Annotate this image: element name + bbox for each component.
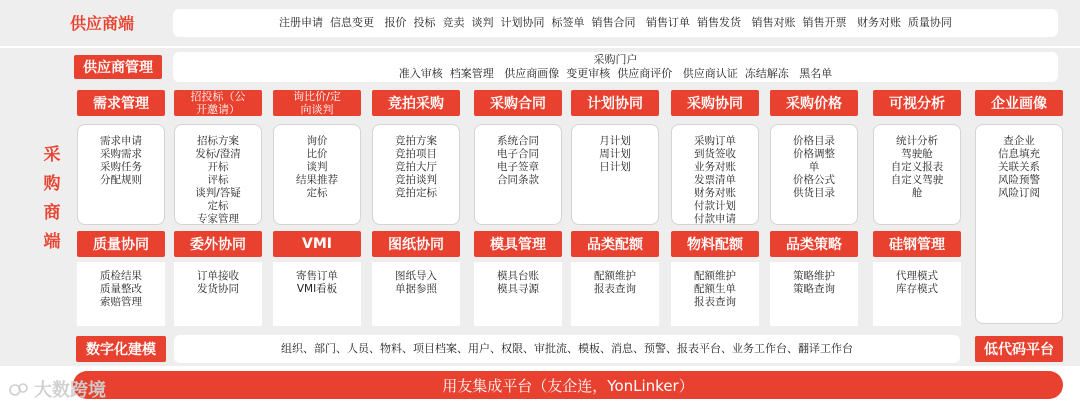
module-item: 质量整改 [100, 283, 142, 295]
module-item: 财务对账 [694, 187, 736, 199]
row1-module-tag [174, 90, 262, 116]
module-tag-line: 招投标（公 [190, 90, 246, 103]
module-item: 库存模式 [896, 283, 938, 295]
row2-module-card [273, 262, 361, 326]
module-tag-line: 开邀请） [196, 103, 240, 116]
module-item: 单 [808, 161, 820, 173]
row2-module-tag: 模具管理 [474, 231, 562, 257]
module-item: 定标 [306, 187, 328, 199]
row1-module-tag [273, 90, 361, 116]
lowcode-platform-tag: 低代码平台 [975, 336, 1063, 362]
module-item: 采购订单 [694, 135, 736, 147]
module-item: 驾驶舱 [901, 148, 933, 160]
watermark [8, 376, 106, 402]
module-item: 业务对账 [694, 161, 736, 173]
module-item: 发标/澄清 [195, 148, 241, 160]
purchase-portal: 采购门户 [593, 53, 638, 66]
row1-module-card [372, 124, 460, 225]
row1-module-card [571, 124, 659, 225]
module-item: 评标 [207, 174, 229, 186]
module-item: 系统合同 [497, 135, 539, 147]
module-item: 统计分析 [896, 135, 938, 147]
supplier-mgmt-tag: 供应商管理 [74, 55, 162, 79]
module-tag-line: 询比价/定 [293, 90, 341, 103]
module-item: 竞拍项目 [395, 148, 437, 160]
module-item: 电子签章 [497, 161, 539, 173]
left-label-char: 商 [43, 203, 61, 223]
row1-module-tag: 企业画像 [975, 90, 1063, 116]
module-item: 分配规则 [100, 174, 142, 186]
module-item: 模具台账 [497, 270, 539, 282]
row1-module-tag: 计划协同 [571, 90, 659, 116]
row1-module-card [770, 124, 858, 225]
row2-module-card [174, 262, 262, 326]
row2-module-tag: 物料配额 [671, 231, 759, 257]
module-item: 采购需求 [100, 148, 142, 160]
module-item: 价格公式 [793, 174, 835, 186]
module-item: 策略查询 [793, 283, 835, 295]
row1-module-card [671, 124, 759, 225]
left-label-char: 采 [43, 145, 61, 165]
row1-module-card [975, 124, 1063, 324]
module-item: 竞拍大厅 [395, 161, 437, 173]
module-item: 风险预警 [998, 174, 1040, 186]
row2-module-tag: 质量协同 [77, 231, 165, 257]
watermark-text: 大数跨境 [34, 380, 106, 401]
module-item: 询价 [306, 135, 328, 147]
module-item: 关联关系 [998, 161, 1040, 173]
module-item: 自定义驾驶 [890, 174, 944, 186]
row2-module-card [474, 262, 562, 326]
row1-module-card [474, 124, 562, 225]
integration-platform-bar: 用友集成平台（友企连，YonLinker） [73, 371, 1063, 399]
module-item: 需求申请 [100, 135, 142, 147]
module-item: 寄售订单 [296, 270, 338, 282]
row2-module-tag: 硅钢管理 [873, 231, 961, 257]
module-item: 竞拍方案 [395, 135, 437, 147]
module-item: 价格目录 [793, 135, 835, 147]
left-label-char: 端 [43, 232, 61, 252]
row2-module-tag: 委外协同 [174, 231, 262, 257]
row2-module-card [770, 262, 858, 326]
row1-module-card [174, 124, 262, 225]
row1-module-tag: 需求管理 [77, 90, 165, 116]
module-item: 图纸导入 [395, 270, 437, 282]
module-item: 结果推荐 [296, 174, 338, 186]
row1-module-tag: 采购价格 [770, 90, 858, 116]
row1-module-tag: 可视分析 [873, 90, 961, 116]
module-item: 谈判 [306, 161, 328, 173]
module-item: 配额维护 [594, 270, 636, 282]
module-item: 报表查询 [594, 283, 636, 295]
module-item: 模具寻源 [497, 283, 539, 295]
module-item: 质检结果 [100, 270, 142, 282]
module-item: 自定义报表 [890, 161, 944, 173]
module-item: 到货签收 [694, 148, 736, 160]
digital-modeling-items: 组织、部门、人员、物料、项目档案、用户、权限、审批流、模板、消息、预警、报表平台、业务工作台、翻译工作台 [281, 342, 853, 355]
row1-module-tag: 采购协同 [671, 90, 759, 116]
module-item: 风险订阅 [998, 187, 1040, 199]
row1-module-card [273, 124, 361, 225]
module-item: 招标方案 [197, 135, 239, 147]
module-item: 索赔管理 [100, 296, 142, 308]
module-item: 报表查询 [694, 296, 736, 308]
module-item: 单据参照 [395, 283, 437, 295]
row2-module-tag: 品类配额 [571, 231, 659, 257]
module-item: 订单接收 [197, 270, 239, 282]
digital-modeling-box [174, 335, 960, 363]
module-item: 竞拍谈判 [395, 174, 437, 186]
module-item: 比价 [306, 148, 328, 160]
module-tag-line: 向谈判 [300, 103, 334, 116]
module-item: 供货目录 [793, 187, 835, 199]
module-item: 周计划 [599, 148, 631, 160]
purchase-side-label [40, 140, 64, 252]
row2-module-card [372, 262, 460, 326]
module-item: 合同条款 [497, 174, 539, 186]
module-item: 价格调整 [793, 148, 835, 160]
supplier-mgmt-box [173, 52, 1058, 82]
watermark-logo-icon [8, 381, 30, 397]
row2-module-tag: 品类策略 [770, 231, 858, 257]
module-item: 配额生单 [694, 283, 736, 295]
row1-module-tag: 采购合同 [474, 90, 562, 116]
supplier-mgmt-items: 准入审核 档案管理 供应商画像 变更审核 供应商评价 供应商认证 冻结解冻 黑名单 [398, 67, 833, 80]
row2-module-tag: VMI [273, 231, 361, 257]
module-item: 谈判/答疑 [195, 187, 241, 199]
module-item: 采购任务 [100, 161, 142, 173]
module-item: 配额维护 [694, 270, 736, 282]
module-item: 查企业 [1003, 135, 1035, 147]
module-item: 开标 [207, 161, 229, 173]
module-item: 定标 [207, 200, 229, 212]
module-item: 代理模式 [896, 270, 938, 282]
module-item: 日计划 [599, 161, 631, 173]
supply-side-items: 注册申请 信息变更 报价 投标 竞卖 谈判 计划协同 标签单 销售合同 销售订单 销售发货 销售对账 销售开票 财务对账 质量协同 [279, 16, 952, 29]
row2-module-card [873, 262, 961, 326]
supply-side-items-box [173, 9, 1058, 37]
row2-module-card [571, 262, 659, 326]
supply-side-title: 供应商端 [70, 14, 135, 33]
row2-module-tag: 图纸协同 [372, 231, 460, 257]
row1-module-tag: 竞拍采购 [372, 90, 460, 116]
row1-module-card [77, 124, 165, 225]
module-item: 策略维护 [793, 270, 835, 282]
left-label-char: 购 [43, 174, 61, 194]
module-item: 专家管理 [197, 213, 239, 225]
digital-modeling-tag: 数字化建模 [76, 336, 166, 362]
module-item: 发票清单 [694, 174, 736, 186]
module-item: 付款计划 [694, 200, 736, 212]
module-item: 电子合同 [497, 148, 539, 160]
module-item: 付款申请 [694, 213, 736, 225]
module-item: 月计划 [599, 135, 631, 147]
module-item: 竞拍定标 [395, 187, 437, 199]
module-item: 舱 [911, 187, 923, 199]
module-item: VMI看板 [296, 283, 338, 295]
row2-module-card [671, 262, 759, 326]
module-item: 发货协同 [197, 283, 239, 295]
row2-module-card [77, 262, 165, 326]
module-item: 信息填充 [998, 148, 1040, 160]
row1-module-card [873, 124, 961, 225]
